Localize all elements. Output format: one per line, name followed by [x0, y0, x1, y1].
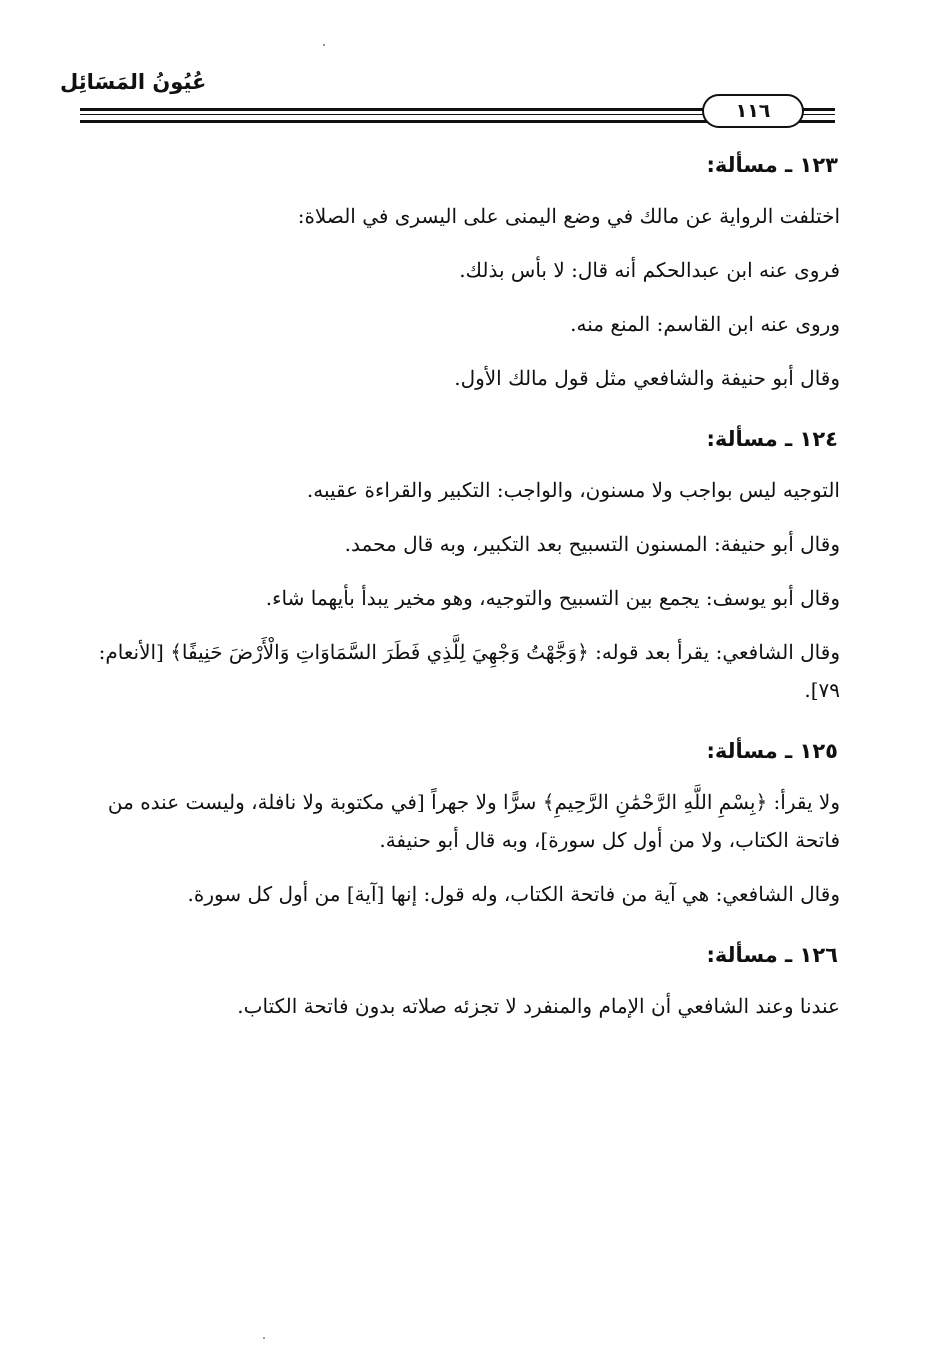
paragraph: فروى عنه ابن عبدالحكم أنه قال: لا بأس بذلك.: [459, 258, 840, 282]
page-number: ١١٦: [702, 94, 804, 128]
section-126: [78, 939, 840, 1025]
scan-speck: [323, 44, 325, 46]
paragraph: اختلفت الرواية عن مالك في وضع اليمنى على اليسرى في الصلاة:: [297, 204, 840, 228]
basmala-paragraph: ولا يقرأ: ﴿بِسْمِ اللَّهِ الرَّحْمَٰنِ الرَّحِيمِ﴾ سرًّا ولا جهراً [في مكتوبة ولا نافلة، وليست عنده من فاتحة الكتاب، ولا من أول كل سورة]، وبه قال أبو حنيفة.: [107, 790, 840, 852]
scan-speck: [263, 1337, 265, 1339]
section-123: [78, 149, 840, 397]
section-heading: ١٢٣ ـ مسألة:: [706, 153, 838, 177]
section-heading: ١٢٦ ـ مسألة:: [706, 943, 838, 967]
section-heading: ١٢٤ ـ مسألة:: [706, 427, 838, 451]
paragraph: التوجيه ليس بواجب ولا مسنون، والواجب: التكبير والقراءة عقيبه.: [306, 478, 840, 502]
paragraph: وقال أبو حنيفة والشافعي مثل قول مالك الأول.: [454, 366, 840, 390]
quran-quote-paragraph: وقال الشافعي: يقرأ بعد قوله: ﴿وَجَّهْتُ وَجْهِيَ لِلَّذِي فَطَرَ السَّمَاوَاتِ وَالْأَرْضَ حَنِيفًا﴾ [الأنعام: ٧٩].: [98, 640, 840, 702]
paragraph: وقال أبو حنيفة: المسنون التسبيح بعد التكبير، وبه قال محمد.: [344, 532, 840, 556]
paragraph: عندنا وعند الشافعي أن الإمام والمنفرد لا تجزئه صلاته بدون فاتحة الكتاب.: [237, 994, 840, 1018]
paragraph: وقال الشافعي: هي آية من فاتحة الكتاب، وله قول: إنها [آية] من أول كل سورة.: [187, 882, 840, 906]
section-124: [78, 423, 840, 709]
paragraph: وروى عنه ابن القاسم: المنع منه.: [570, 312, 840, 336]
page-body: [78, 145, 840, 1025]
section-125: [78, 735, 840, 913]
section-heading: ١٢٥ ـ مسألة:: [706, 739, 838, 763]
running-title: عُيُونُ المَسَائِل: [60, 70, 207, 94]
paragraph: وقال أبو يوسف: يجمع بين التسبيح والتوجيه، وهو مخير يبدأ بأيهما شاء.: [265, 586, 840, 610]
